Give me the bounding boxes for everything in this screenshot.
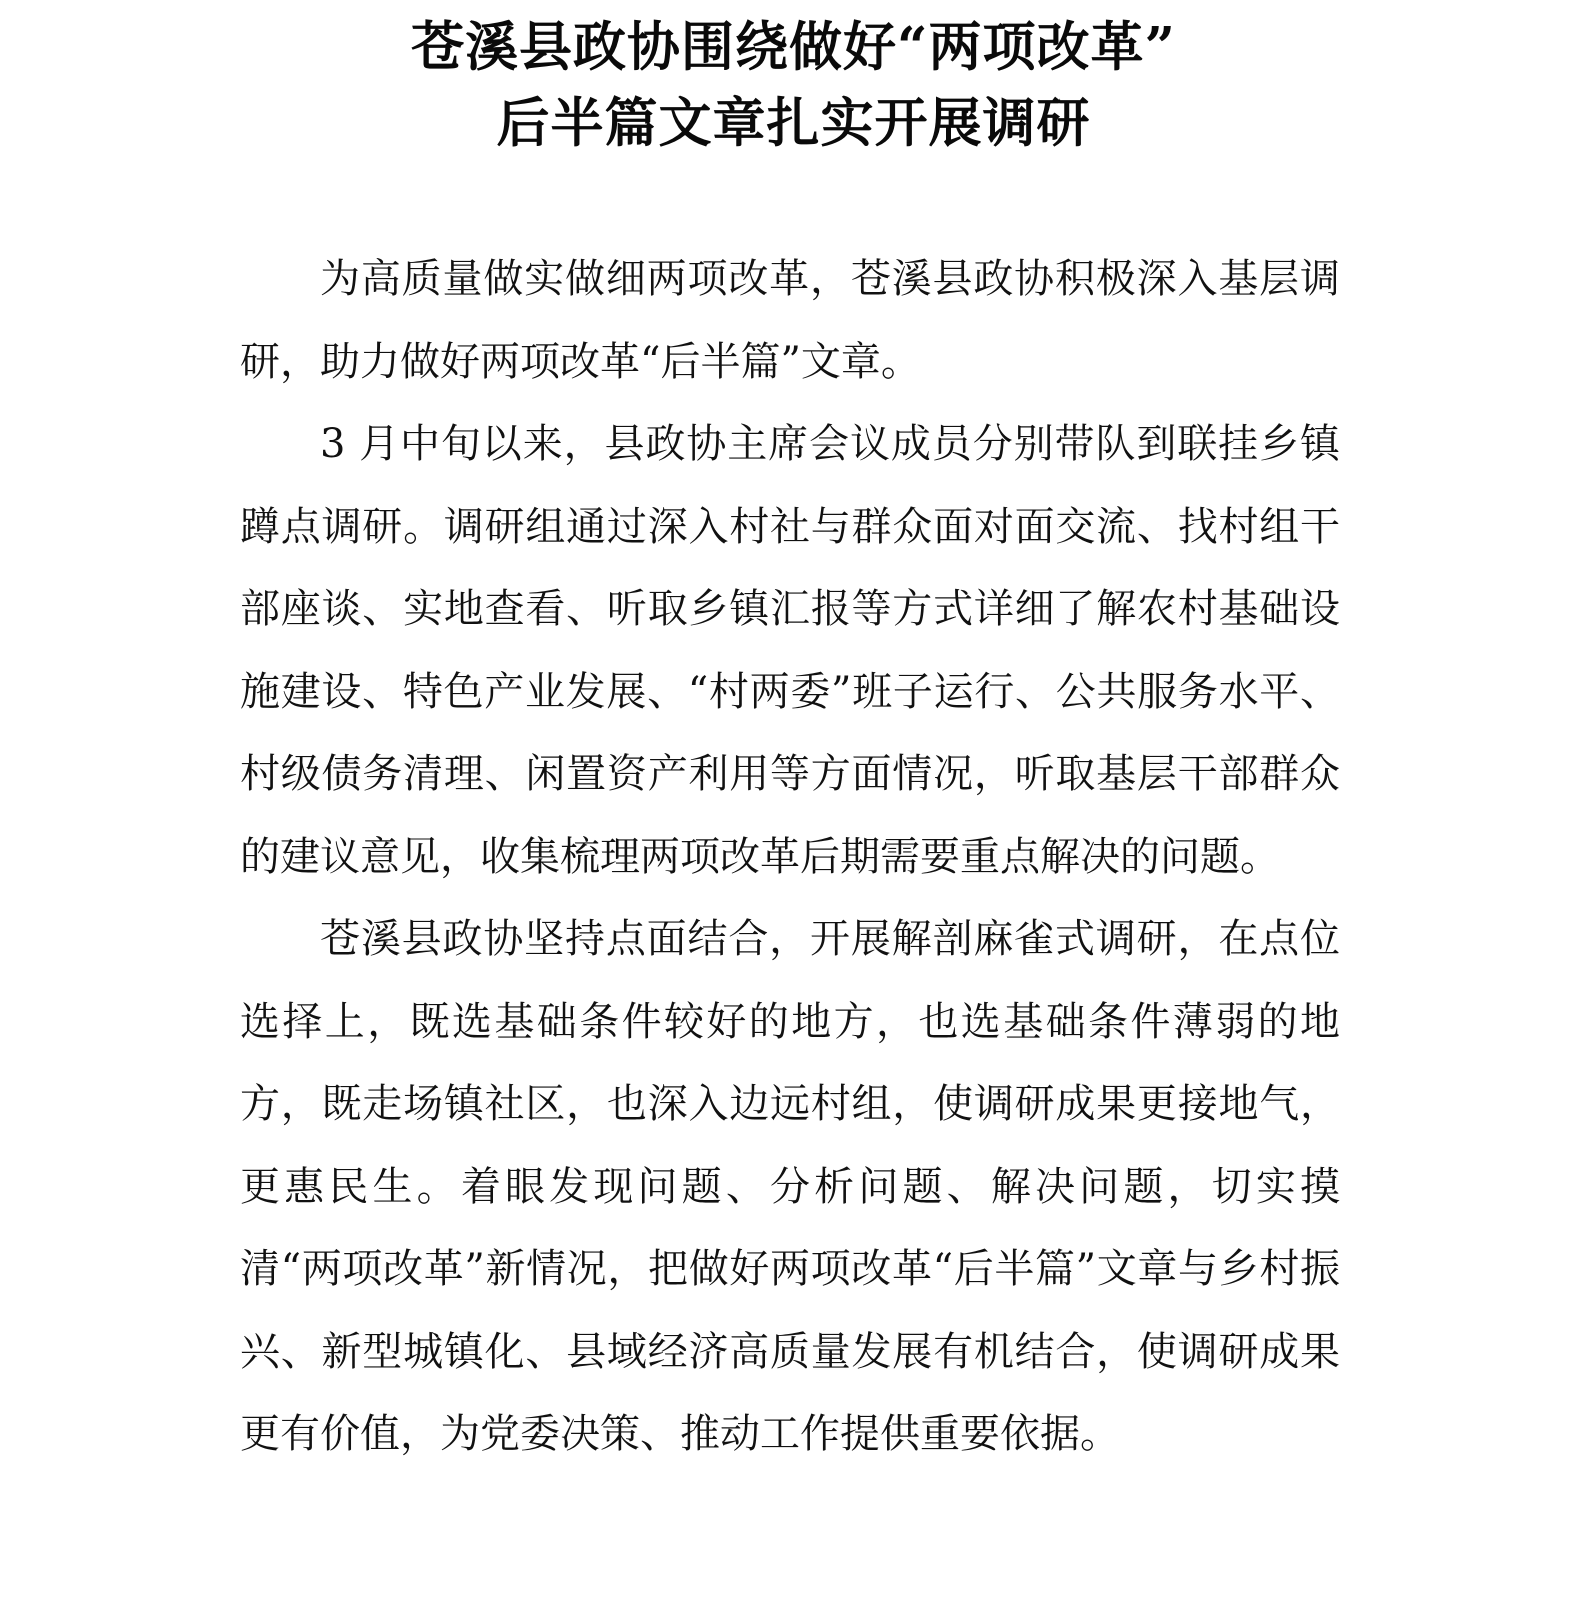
paragraph-intro: 为高质量做实做细两项改革，苍溪县政协积极深入基层调研，助力做好两项改革“后半篇”文章。 — [240, 256, 1340, 385]
document-title-line-2: 后半篇文章扎实开展调研 — [496, 92, 1091, 154]
paragraph-survey-approach: 苍溪县政协坚持点面结合，开展解剖麻雀式调研，在点位选择上，既选基础条件较好的地方，也选基础条件薄弱的地方，既走场镇社区，也深入边远村组，使调研成果更接地气，更惠民生。着眼发现问题、分析问题、解决问题，切实摸清“两项改革”新情况，把做好两项改革“后半篇”文章与乡村振兴、新型城镇化、县域经济高质量发展有机结合，使调研成果更有价值，为党委决策、推动工作提供重要依据。 — [240, 916, 1340, 1457]
document-title-line-1: 苍溪县政协围绕做好“两项改革” — [411, 16, 1176, 78]
paragraph-survey-activities: 3 月中旬以来，县政协主席会议成员分别带队到联挂乡镇蹲点调研。调研组通过深入村社与群众面对面交流、找村组干部座谈、实地查看、听取乡镇汇报等方式详细了解农村基础设施建设、特色产业发展、“村两委”班子运行、公共服务水平、村级债务清理、闲置资产利用等方面情况，听取基层干部群众的建议意见，收集梳理两项改革后期需要重点解决的问题。 — [240, 421, 1340, 880]
document-body — [240, 238, 1340, 1476]
